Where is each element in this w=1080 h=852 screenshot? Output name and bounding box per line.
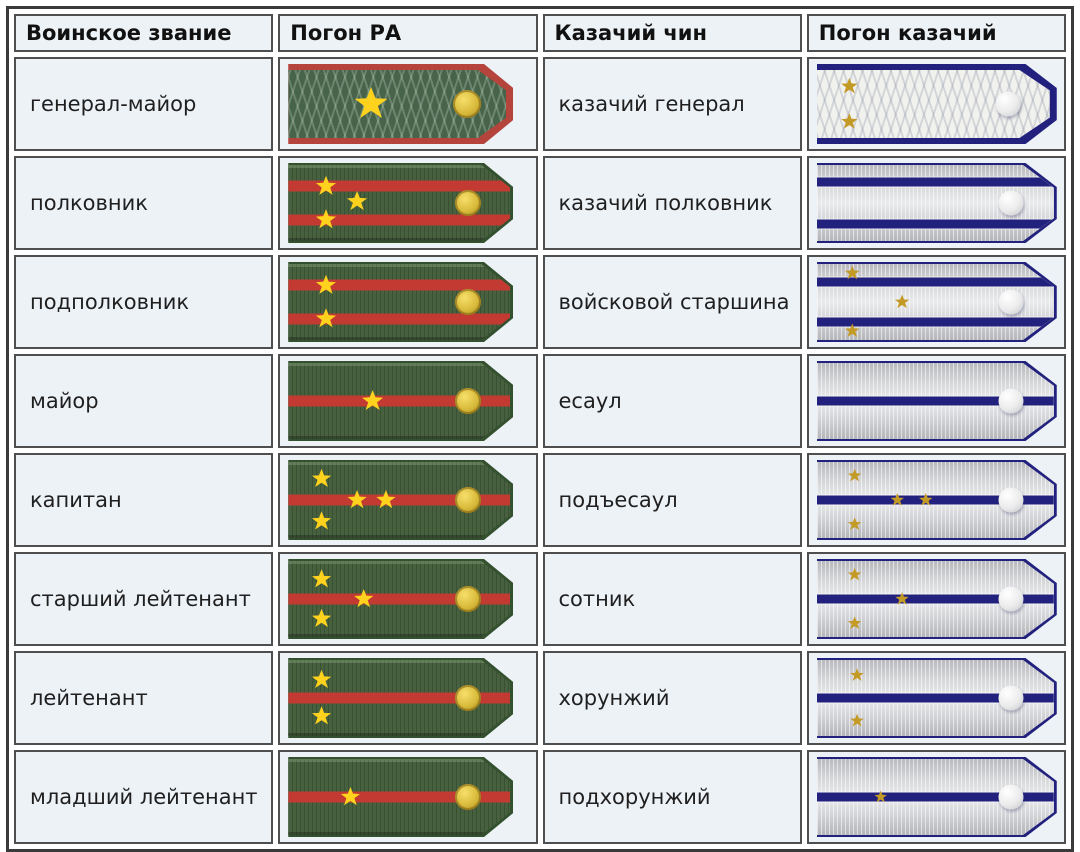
- cossack-rank-label: хорунжий: [543, 651, 802, 745]
- epaulette-button: [455, 784, 481, 810]
- army-rank-label: полковник: [14, 156, 273, 250]
- epaulette-ra-major: [288, 361, 513, 441]
- epaulette-field: [288, 363, 510, 439]
- epaulette-field: [288, 462, 510, 538]
- cossack-epaulette-cell: [807, 156, 1066, 250]
- epaulette-ra-senior-lieutenant: [288, 559, 513, 639]
- epaulette-button: [455, 289, 481, 315]
- epaulette-field: [817, 264, 1054, 340]
- header-military-rank: Воинское звание: [14, 14, 273, 52]
- cossack-epaulette-cell: [807, 453, 1066, 547]
- epaulette-button: [995, 92, 1020, 117]
- epaulette-field: [817, 759, 1054, 835]
- epaulette-edge: [817, 64, 1057, 144]
- epaulette-button: [453, 90, 481, 118]
- epaulette-field: [817, 660, 1054, 736]
- epaulette-field: [288, 70, 506, 138]
- cossack-rank-label: подъесаул: [543, 453, 802, 547]
- star-icon: [841, 113, 858, 130]
- epaulette-field: [817, 561, 1054, 637]
- epaulette-cossack-colonel: [817, 163, 1057, 243]
- epaulette-edge: [288, 64, 513, 144]
- epaulette-cossack-sotnik: [817, 559, 1057, 639]
- table-row: [14, 750, 1066, 844]
- star-icon: [848, 517, 862, 531]
- epaulette-stripe: [817, 278, 1054, 287]
- epaulette-button: [455, 388, 481, 414]
- star-icon: [312, 469, 332, 489]
- cossack-epaulette-cell: [807, 255, 1066, 349]
- star-icon: [841, 78, 858, 95]
- epaulette-cossack-esaul: [817, 361, 1057, 441]
- cossack-epaulette-cell: [807, 651, 1066, 745]
- epaulette-field: [817, 363, 1054, 439]
- army-rank-label: лейтенант: [14, 651, 273, 745]
- army-rank-label: старший лейтенант: [14, 552, 273, 646]
- star-icon: [848, 568, 862, 582]
- epaulette-field: [817, 462, 1054, 538]
- epaulette-cossack-general: [817, 64, 1057, 144]
- epaulette-cossack-podkhorunzhy: [817, 757, 1057, 837]
- cossack-epaulette-cell: [807, 750, 1066, 844]
- epaulette-ra-general-major: [288, 64, 513, 144]
- epaulette-edge: [817, 163, 1057, 243]
- epaulette-button: [999, 290, 1024, 315]
- cossack-rank-label: казачий полковник: [543, 156, 802, 250]
- header-pogon-cossack: Погон казачий: [807, 14, 1066, 52]
- epaulette-button: [999, 686, 1024, 711]
- header-cossack-rank: Казачий чин: [543, 14, 802, 52]
- epaulette-button: [999, 785, 1024, 810]
- star-icon: [850, 714, 864, 728]
- star-icon: [347, 191, 368, 212]
- epaulette-edge: [817, 757, 1057, 837]
- epaulette-button: [999, 191, 1024, 216]
- star-icon: [312, 609, 332, 629]
- army-epaulette-cell: [278, 651, 537, 745]
- epaulette-edge: [817, 559, 1057, 639]
- star-icon: [848, 616, 862, 630]
- army-rank-label: генерал-майор: [14, 57, 273, 151]
- epaulette-button: [999, 488, 1024, 513]
- epaulette-edge: [288, 658, 513, 738]
- epaulette-edge: [288, 559, 513, 639]
- star-icon: [312, 511, 332, 531]
- army-epaulette-cell: [278, 552, 537, 646]
- table-row: [14, 354, 1066, 448]
- epaulette-ra-captain: [288, 460, 513, 540]
- epaulette-button: [455, 685, 481, 711]
- header-row: [14, 14, 1066, 52]
- army-rank-label: подполковник: [14, 255, 273, 349]
- epaulette-field: [817, 70, 1050, 138]
- epaulette-button: [455, 190, 481, 216]
- star-icon: [312, 706, 332, 726]
- army-epaulette-cell: [278, 750, 537, 844]
- epaulette-button: [999, 587, 1024, 612]
- epaulette-field: [288, 759, 510, 835]
- table-row: [14, 255, 1066, 349]
- epaulette-edge: [817, 658, 1057, 738]
- epaulette-ra-lt-colonel: [288, 262, 513, 342]
- cossack-rank-label: войсковой старшина: [543, 255, 802, 349]
- cossack-epaulette-cell: [807, 354, 1066, 448]
- epaulette-edge: [817, 262, 1057, 342]
- table-row: [14, 651, 1066, 745]
- epaulette-ra-lieutenant: [288, 658, 513, 738]
- epaulette-button: [999, 389, 1024, 414]
- epaulette-field: [288, 165, 510, 241]
- cossack-rank-label: подхорунжий: [543, 750, 802, 844]
- epaulette-button: [455, 487, 481, 513]
- epaulette-edge: [288, 262, 513, 342]
- cossack-rank-label: сотник: [543, 552, 802, 646]
- cossack-rank-label: казачий генерал: [543, 57, 802, 151]
- epaulette-ra-colonel: [288, 163, 513, 243]
- star-icon: [312, 569, 332, 589]
- army-epaulette-cell: [278, 255, 537, 349]
- epaulette-field: [288, 660, 510, 736]
- cossack-epaulette-cell: [807, 552, 1066, 646]
- epaulette-field: [817, 165, 1054, 241]
- table-row: [14, 453, 1066, 547]
- cossack-rank-label: есаул: [543, 354, 802, 448]
- table-row: [14, 57, 1066, 151]
- star-icon: [354, 87, 388, 121]
- army-rank-label: капитан: [14, 453, 273, 547]
- epaulette-ra-junior-lieutenant: [288, 757, 513, 837]
- table-row: [14, 156, 1066, 250]
- epaulette-cossack-voiskovoy-starshina: [817, 262, 1057, 342]
- epaulette-edge: [288, 460, 513, 540]
- epaulette-edge: [817, 460, 1057, 540]
- cossack-epaulette-cell: [807, 57, 1066, 151]
- epaulette-stripe: [817, 177, 1054, 186]
- epaulette-edge: [817, 361, 1057, 441]
- army-epaulette-cell: [278, 156, 537, 250]
- epaulette-field: [288, 264, 510, 340]
- star-icon: [895, 295, 910, 310]
- epaulette-button: [455, 586, 481, 612]
- epaulette-field: [288, 561, 510, 637]
- table-row: [14, 552, 1066, 646]
- epaulette-edge: [288, 163, 513, 243]
- army-epaulette-cell: [278, 57, 537, 151]
- army-epaulette-cell: [278, 453, 537, 547]
- star-icon: [312, 670, 332, 690]
- epaulette-cossack-podesaul: [817, 460, 1057, 540]
- epaulette-cossack-khorunzhy: [817, 658, 1057, 738]
- epaulette-edge: [288, 361, 513, 441]
- star-icon: [850, 668, 864, 682]
- army-epaulette-cell: [278, 354, 537, 448]
- header-pogon-ra: Погон РА: [278, 14, 537, 52]
- epaulette-edge: [288, 757, 513, 837]
- army-rank-label: младший лейтенант: [14, 750, 273, 844]
- rank-comparison-table: [6, 6, 1074, 852]
- army-rank-label: майор: [14, 354, 273, 448]
- star-icon: [848, 469, 862, 483]
- epaulette-stripe: [817, 220, 1054, 229]
